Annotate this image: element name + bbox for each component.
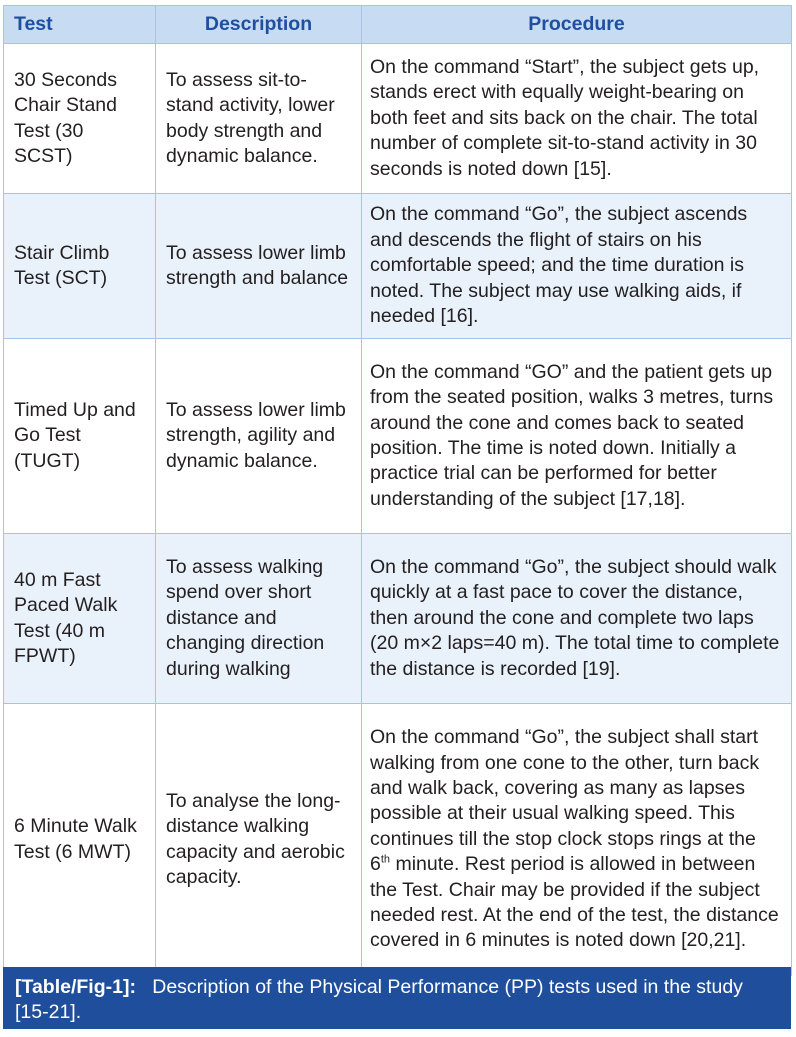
procedure-cell: On the command “Start”, the subject gets up, stands erect with equally weight-bearing on both feet and sits back on the chair. The total number of complete sit-to-stand activity in 30 seconds is noted down [15].: [362, 44, 792, 194]
test-name-cell: Timed Up and Go Test (TUGT): [4, 339, 156, 534]
table-row: [4, 704, 792, 976]
description-cell: To analyse the long-distance walking capacity and aerobic capacity.: [156, 704, 362, 976]
description-cell: To assess lower limb strength and balance: [156, 194, 362, 339]
description-cell: To assess walking spend over short distance and changing direction during walking: [156, 534, 362, 704]
caption-text: Description of the Physical Performance (PP) tests used in the study [15-21].: [15, 976, 743, 1024]
ordinal-superscript: th: [380, 853, 391, 866]
table-header-row: [4, 6, 792, 44]
procedure-cell: On the command “GO” and the patient gets up from the seated position, walks 3 metres, turns around the cone and comes back to seated position. The time is noted down. Initially a practice trial can be performed for better understanding of the subject [17,18].: [362, 339, 792, 534]
procedure-cell: [362, 704, 792, 976]
procedure-text-part: minute. Rest period is allowed in between the Test. Chair may be provided if the subject needed rest. At the end of the test, the distance covered in 6 minutes is noted down [20,21].: [370, 853, 779, 952]
table-row: [4, 44, 792, 194]
table-caption: [3, 967, 791, 1029]
table-row: [4, 534, 792, 704]
table-row: [4, 339, 792, 534]
test-name-cell: Stair Climb Test (SCT): [4, 194, 156, 339]
procedure-cell: On the command “Go”, the subject should walk quickly at a fast pace to cover the distance, then around the cone and complete two laps (20 m×2 laps=40 m). The total time to complete the distance is recorded [19].: [362, 534, 792, 704]
procedure-text-part: On the command “Go”, the subject shall start walking from one cone to the other, turn back and walk back, covering as many as lapses possible at their usual walking speed. This continues till the stop clock stops rings at the 6: [370, 726, 760, 876]
header-procedure: Procedure: [362, 6, 792, 44]
test-name-cell: 40 m Fast Paced Walk Test (40 m FPWT): [4, 534, 156, 704]
description-cell: To assess sit-to-stand activity, lower body strength and dynamic balance.: [156, 44, 362, 194]
header-test: Test: [4, 6, 156, 44]
test-name-cell: 6 Minute Walk Test (6 MWT): [4, 704, 156, 976]
procedure-cell: On the command “Go”, the subject ascends and descends the flight of stairs on his comfortable speed; and the time duration is noted. The subject may use walking aids, if needed [16].: [362, 194, 792, 339]
header-description: Description: [156, 6, 362, 44]
table-row: [4, 194, 792, 339]
description-cell: To assess lower limb strength, agility and dynamic balance.: [156, 339, 362, 534]
test-name-cell: 30 Seconds Chair Stand Test (30 SCST): [4, 44, 156, 194]
performance-tests-table: [3, 5, 792, 976]
caption-label: [Table/Fig-1]:: [15, 976, 136, 998]
